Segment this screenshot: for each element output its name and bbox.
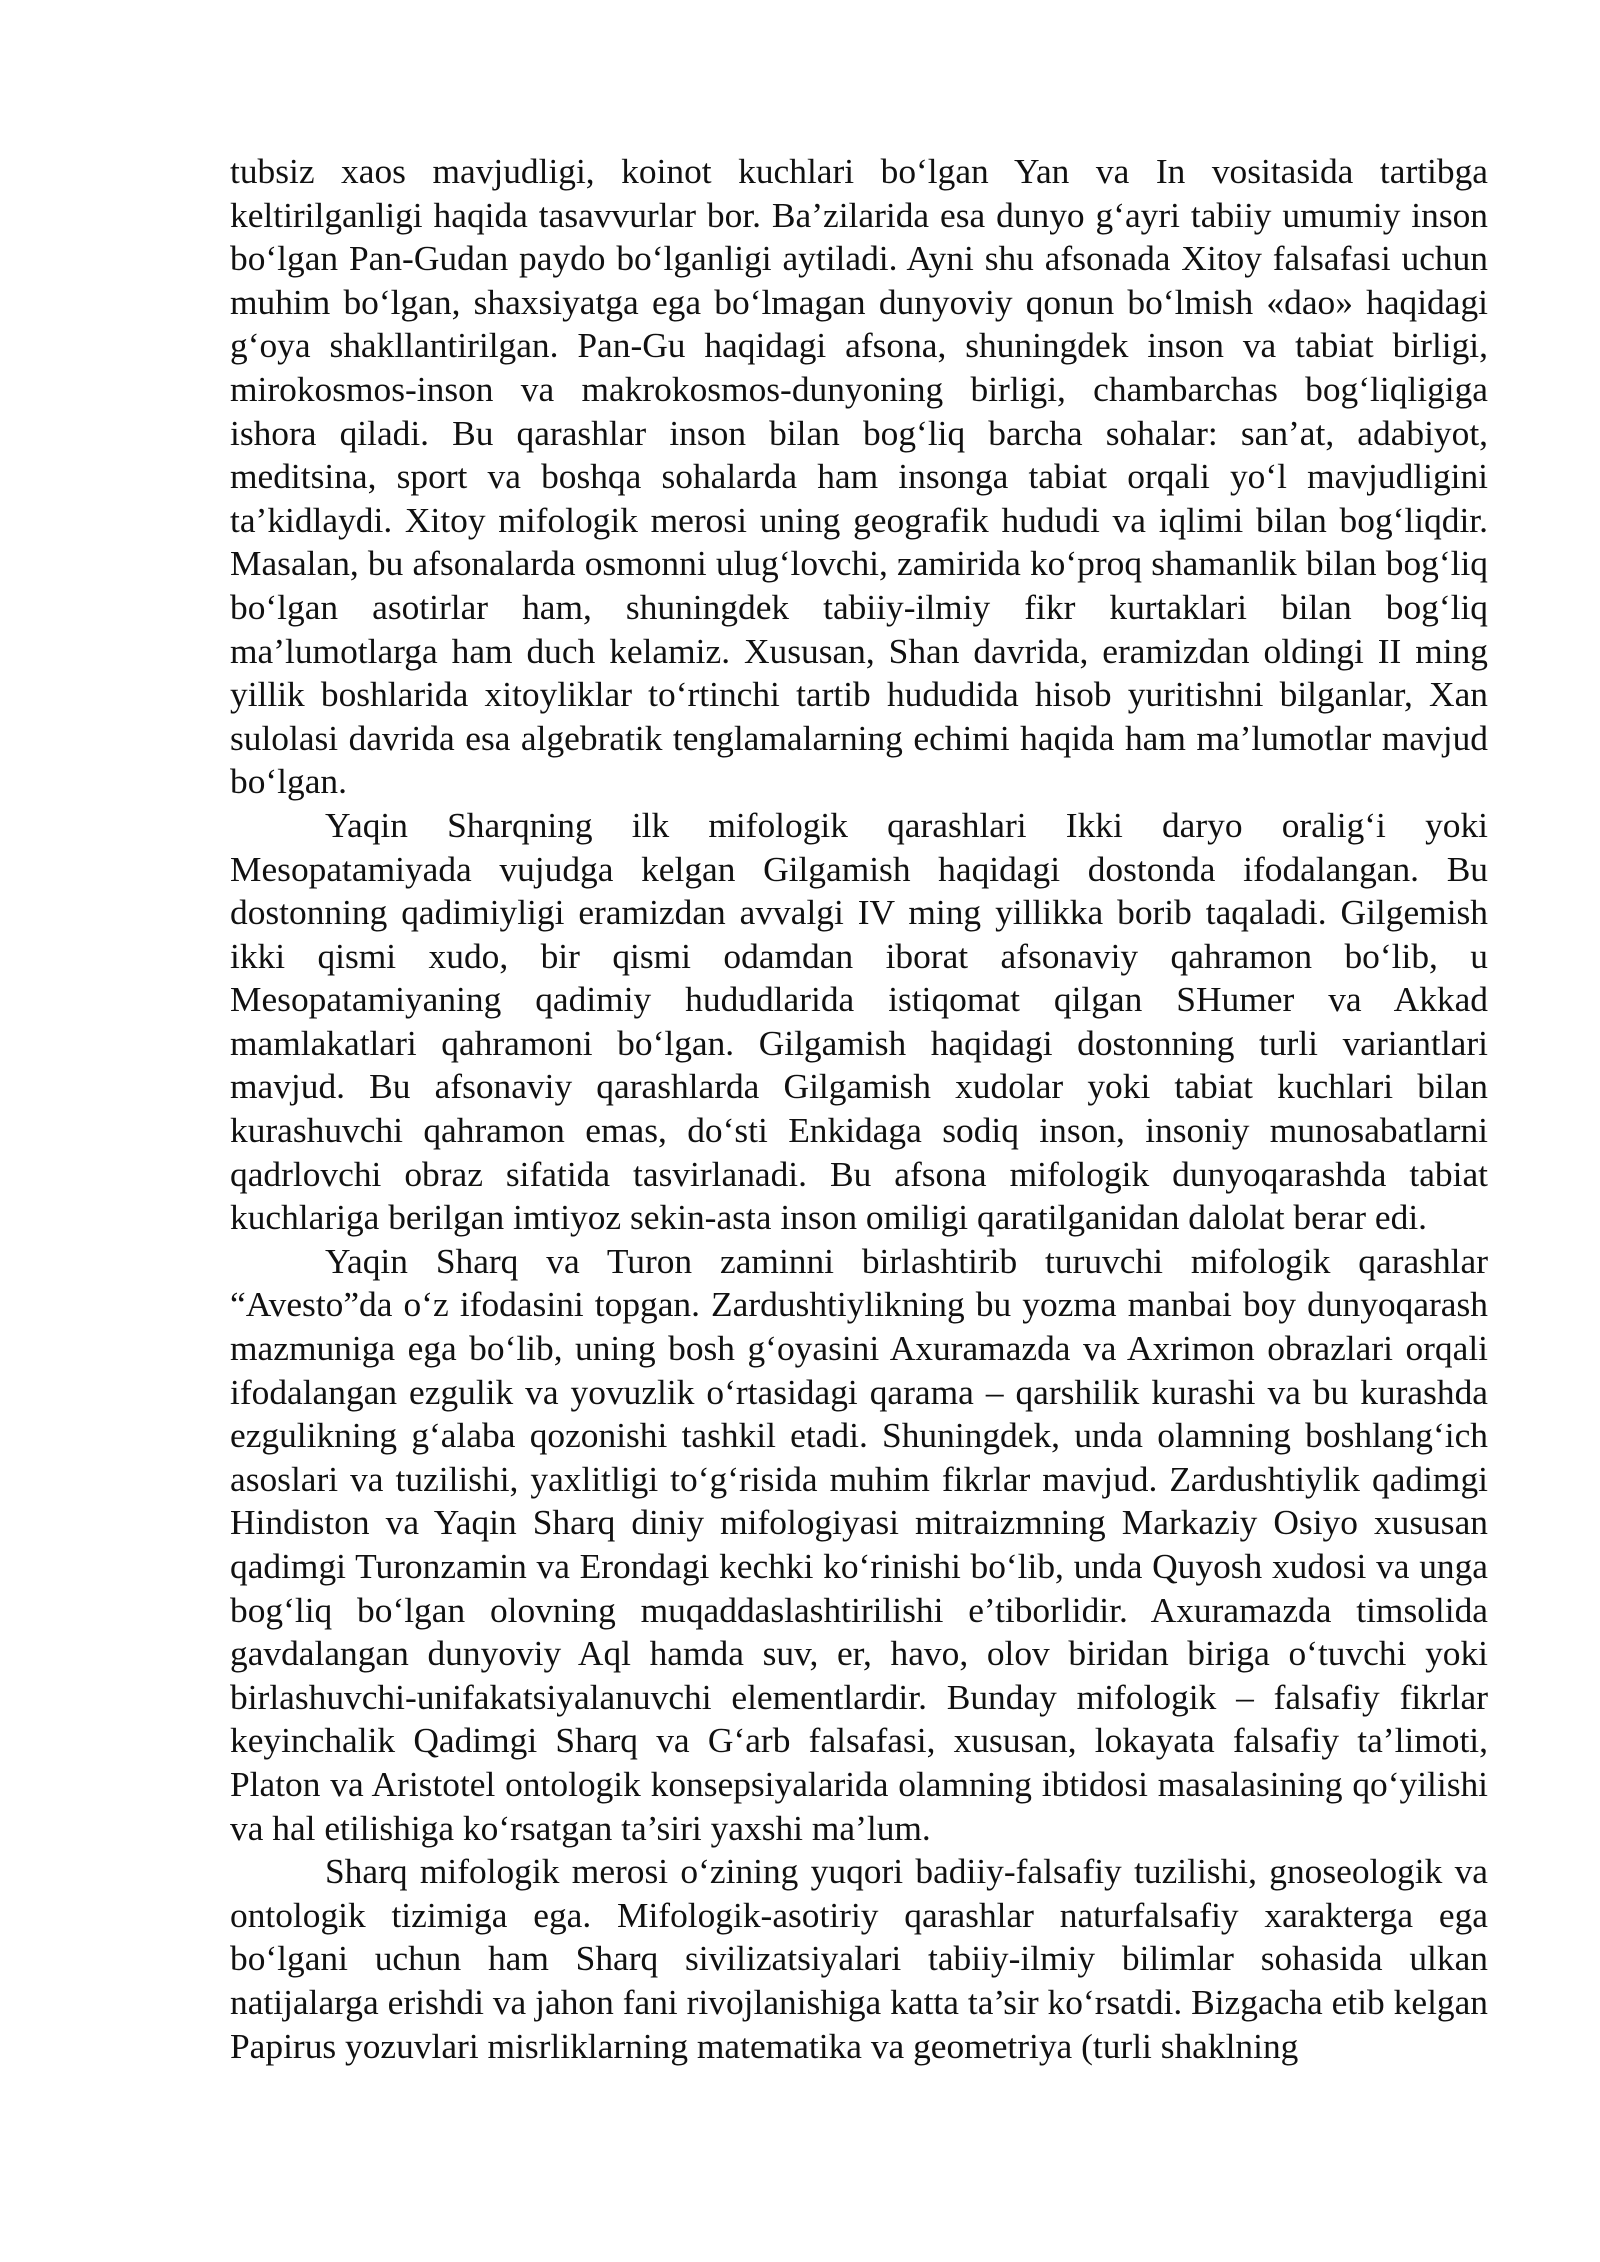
paragraph-1: tubsiz xaos mavjudligi, koinot kuchlari bo‘lgan Yan va In vositasida tartibga keltirilganligi haqida tasavvurlar bor. Ba’zilarida esa dunyo g‘ayri tabiiy umumiy inson bo‘lgan Pan-Gudan paydo bo‘lganligi aytiladi. Ayni shu afsonada Xitoy falsafasi uchun muhim bo‘lgan, shaxsiyatga ega bo‘lmagan dunyoviy qonun bo‘lmish «dao» haqidagi g‘oya shakllantirilgan. Pan-Gu haqidagi afsona, shuningdek inson va tabiat birligi, mirokosmos-inson va makrokosmos-dunyoning birligi, chambarchas bog‘liqligiga ishora qiladi. Bu qarashlar inson bilan bog‘liq barcha sohalar: san’at, adabiyot, meditsina, sport va boshqa sohalarda ham insonga tabiat orqali yo‘l mavjudligini ta’kidlaydi. Xitoy mifologik merosi uning geografik hududi va iqlimi bilan bog‘liqdir. Masalan, bu afsonalarda osmonni ulug‘lovchi, zamirida ko‘proq shamanlik bilan bog‘liq bo‘lgan asotirlar ham, shuningdek tabiiy-ilmiy fikr kurtaklari bilan bog‘liq ma’lumotlarga ham duch kelamiz. Xususan, Shan davrida, eramizdan oldingi II ming yillik boshlarida xitoyliklar to‘rtinchi tartib hududida hisob yuritishni bilganlar, Xan sulolasi davrida esa algebratik tenglamalarning echimi haqida ham ma’lumotlar mavjud bo‘lgan. [230,151,1488,802]
paragraph-3: Yaqin Sharq va Turon zaminni birlashtirib turuvchi mifologik qarashlar “Avesto”da o‘z ifodasini topgan. Zardushtiylikning bu yozma manbai boy dunyoqarash mazmuniga ega bo‘lib, uning bosh g‘oyasini Axuramazda va Axrimon obrazlari orqali ifodalangan ezgulik va yovuzlik o‘rtasidagi qarama – qarshilik kurashi va bu kurashda ezgulikning g‘alaba qozonishi tashkil etadi. Shuningdek, unda olamning boshlang‘ich asoslari va tuzilishi, yaxlitligi to‘g‘risida muhim fikrlar mavjud. Zardushtiylik qadimgi Hindiston va Yaqin Sharq diniy mifologiyasi mitraizmning Markaziy Osiyo xususan qadimgi Turonzamin va Erondagi kechki ko‘rinishi bo‘lib, unda Quyosh xudosi va unga bog‘liq bo‘lgan olovning muqaddaslashtirilishi e’tiborlidir. Axuramazda timsolida gavdalangan dunyoviy Aql hamda suv, er, havo, olov biridan biriga o‘tuvchi yoki birlashuvchi-unifakatsiyalanuvchi elementlardir. Bunday mifologik – falsafiy fikrlar keyinchalik Qadimgi Sharq va G‘arb falsafasi, xususan, lokayata falsafiy ta’limoti, Platon va Aristotel ontologik konsepsiyalarida olamning ibtidosi masalasining qo‘yilishi va hal etilishiga ko‘rsatgan ta’siri yaxshi ma’lum. [230,1240,1488,1848]
paragraph-4: Sharq mifologik merosi o‘zining yuqori badiiy-falsafiy tuzilishi, gnoseologik va ontologik tizimiga ega. Mifologik-asotiriy qarashlar naturfalsafiy xarakterga ega bo‘lgani uchun ham Sharq sivilizatsiyalari tabiiy-ilmiy bilimlar sohasida ulkan natijalarga erishdi va jahon fani rivojlanishiga katta ta’sir ko‘rsatdi. Bizgacha etib kelgan Papirus yozuvlari misrliklarning matematika va geometriya (turli shaklning [230,1851,1488,2066]
paragraph-2: Yaqin Sharqning ilk mifologik qarashlari Ikki daryo oralig‘i yoki Mesopatamiyada vujudga kelgan Gilgamish haqidagi dostonda ifodalangan. Bu dostonning qadimiyligi eramizdan avvalgi IV ming yillikka borib taqaladi. Gilgemish ikki qismi xudo, bir qismi odamdan iborat afsonaviy qahramon bo‘lib, u Mesopatamiyaning qadimiy hududlarida istiqomat qilgan SHumer va Akkad mamlakatlari qahramoni bo‘lgan. Gilgamish haqidagi dostonning turli variantlari mavjud. Bu afsonaviy qarashlarda Gilgamish xudolar yoki tabiat kuchlari bilan kurashuvchi qahramon emas, do‘sti Enkidaga sodiq inson, insoniy munosabatlarni qadrlovchi obraz sifatida tasvirlanadi. Bu afsona mifologik dunyoqarashda tabiat kuchlariga berilgan imtiyoz sekin-asta inson omiligi qaratilganidan dalolat berar edi. [230,804,1488,1238]
document-page [230,150,1488,2068]
